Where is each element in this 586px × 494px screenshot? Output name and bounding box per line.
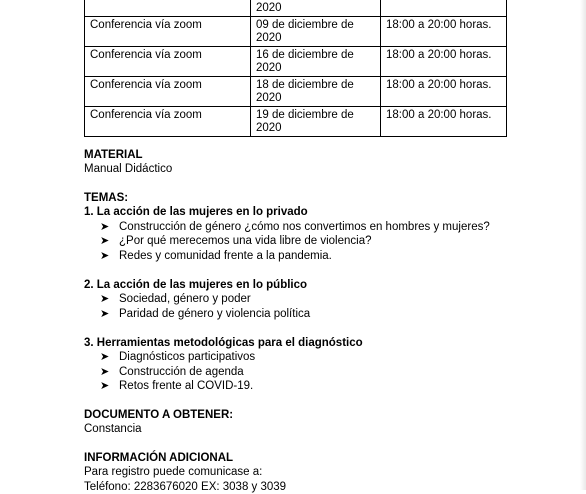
date-cell: 09 de diciembre de 2020 xyxy=(251,17,381,47)
table-row xyxy=(85,77,507,107)
arrow-bullet-icon: ➤ xyxy=(100,365,114,380)
topic-list xyxy=(84,350,564,394)
list-item: ➤ Redes y comunidad frente a la pandemia. xyxy=(100,249,564,264)
list-item: ➤ Sociedad, género y poder xyxy=(100,292,564,307)
table-row xyxy=(85,0,507,17)
documento-heading: DOCUMENTO A OBTENER: xyxy=(84,408,564,422)
topic-list xyxy=(84,220,564,264)
date-cell: 16 de diciembre de 2020 xyxy=(251,47,381,77)
time-cell: 18:00 a 20:00 horas. xyxy=(381,77,507,107)
arrow-bullet-icon: ➤ xyxy=(100,350,114,365)
material-heading: MATERIAL xyxy=(84,148,564,162)
time-cell: 18:00 a 20:00 horas. xyxy=(381,47,507,77)
arrow-bullet-icon: ➤ xyxy=(100,220,114,235)
section-title: 3. Herramientas metodológicas para el diagnóstico xyxy=(84,336,564,351)
arrow-bullet-icon: ➤ xyxy=(100,379,114,394)
documento-value: Constancia xyxy=(84,422,564,437)
arrow-bullet-icon: ➤ xyxy=(100,234,114,249)
activity-cell: Conferencia vía zoom xyxy=(85,17,251,47)
date-cell: 19 de diciembre de 2020 xyxy=(251,107,381,137)
material-value: Manual Didáctico xyxy=(84,162,564,177)
page-edge xyxy=(580,0,586,490)
list-item: ➤ Construcción de agenda xyxy=(100,365,564,380)
date-cell: 2020 xyxy=(251,0,381,17)
activity-cell: Conferencia vía zoom xyxy=(85,107,251,137)
activity-cell xyxy=(85,0,251,17)
time-cell: 18:00 a 20:00 horas. xyxy=(381,107,507,137)
table-row xyxy=(85,107,507,137)
temas-heading: TEMAS: xyxy=(84,191,564,205)
arrow-bullet-icon: ➤ xyxy=(100,249,114,264)
info-heading: INFORMACIÓN ADICIONAL xyxy=(84,451,564,465)
time-cell xyxy=(381,0,507,17)
section-title: 2. La acción de las mujeres en lo público xyxy=(84,278,564,293)
list-item: ➤ Construcción de género ¿cómo nos convertimos en hombres y mujeres? xyxy=(100,220,564,235)
activity-cell: Conferencia vía zoom xyxy=(85,47,251,77)
list-item: ➤ Retos frente al COVID-19. xyxy=(100,379,564,394)
date-cell: 18 de diciembre de 2020 xyxy=(251,77,381,107)
list-item: ➤ Diagnósticos participativos xyxy=(100,350,564,365)
info-phone: Teléfono: 2283676020 EX: 3038 y 3039 xyxy=(84,480,564,494)
list-item: ➤ ¿Por qué merecemos una vida libre de violencia? xyxy=(100,234,564,249)
arrow-bullet-icon: ➤ xyxy=(100,292,114,307)
activity-cell: Conferencia vía zoom xyxy=(85,77,251,107)
schedule-table xyxy=(84,0,507,137)
topic-list xyxy=(84,292,564,321)
section-title: 1. La acción de las mujeres en lo privado xyxy=(84,205,564,220)
document-body xyxy=(84,148,564,494)
info-registration-text: Para registro puede comunicase a: xyxy=(84,465,564,480)
time-cell: 18:00 a 20:00 horas. xyxy=(381,17,507,47)
table-row xyxy=(85,47,507,77)
arrow-bullet-icon: ➤ xyxy=(100,307,114,322)
list-item: ➤ Paridad de género y violencia política xyxy=(100,307,564,322)
table-row xyxy=(85,17,507,47)
